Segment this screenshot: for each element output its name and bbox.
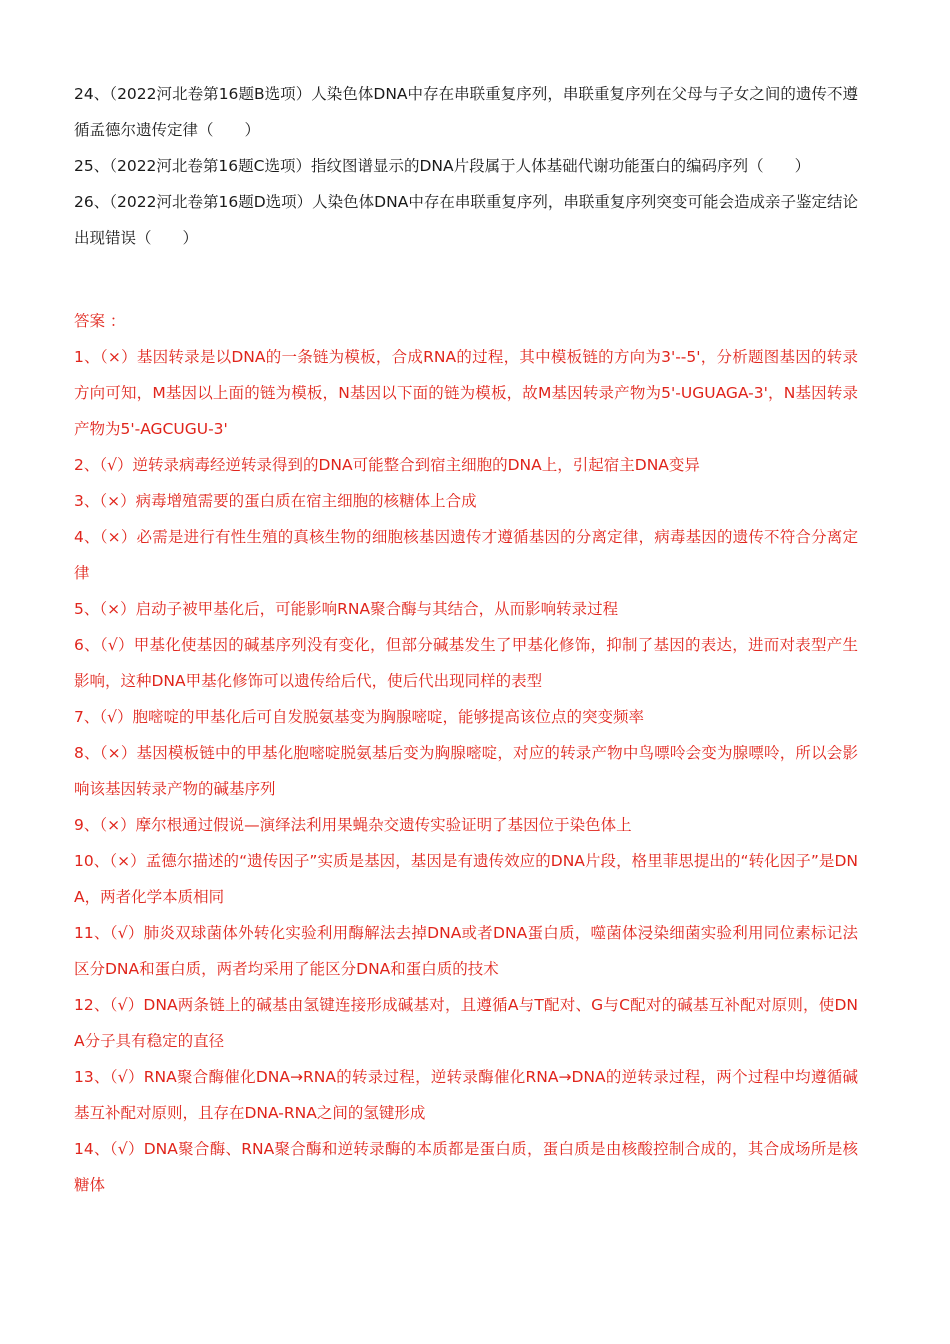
answer-item-1: 1、（×）基因转录是以DNA的一条链为模板，合成RNA的过程，其中模板链的方向为3'--5'，分析题图基因的转录方向可知，M基因以上面的链为模板，N基因以下面的链为模板，故M基因转录产物为5'-UGUAGA-3'，N基因转录产物为5'-AGCUGU-3' (74, 348, 858, 438)
question-item-26: 26、（2022河北卷第16题D选项）人染色体DNA中存在串联重复序列，串联重复序列突变可能会造成亲子鉴定结论出现错误（ ） (74, 193, 858, 247)
answer-item-3: 3、（×）病毒增殖需要的蛋白质在宿主细胞的核糖体上合成 (74, 492, 477, 510)
answer-item-4: 4、（×）必需是进行有性生殖的真核生物的细胞核基因遗传才遵循基因的分离定律，病毒基因的遗传不符合分离定律 (74, 528, 858, 582)
answer-item-7: 7、（√）胞嘧啶的甲基化后可自发脱氨基变为胸腺嘧啶，能够提高该位点的突变频率 (74, 708, 644, 726)
answer-item-6: 6、（√）甲基化使基因的碱基序列没有变化，但部分碱基发生了甲基化修饰，抑制了基因的表达，进而对表型产生影响，这种DNA甲基化修饰可以遗传给后代，使后代出现同样的表型 (74, 636, 858, 690)
answer-item-5: 5、（×）启动子被甲基化后，可能影响RNA聚合酶与其结合，从而影响转录过程 (74, 600, 619, 618)
answer-item-10: 10、（×）孟德尔描述的“遗传因子”实质是基因，基因是有遗传效应的DNA片段，格里菲思提出的“转化因子”是DNA，两者化学本质相同 (74, 852, 858, 906)
answer-item-13: 13、（√）RNA聚合酶催化DNA→RNA的转录过程，逆转录酶催化RNA→DNA的逆转录过程，两个过程中均遵循碱基互补配对原则，且存在DNA-RNA之间的氢键形成 (74, 1068, 858, 1122)
question-item-25: 25、（2022河北卷第16题C选项）指纹图谱显示的DNA片段属于人体基础代谢功能蛋白的编码序列（ ） (74, 157, 811, 175)
answer-item-14: 14、（√）DNA聚合酶、RNA聚合酶和逆转录酶的本质都是蛋白质，蛋白质是由核酸控制合成的，其合成场所是核糖体 (74, 1140, 858, 1194)
answers-heading: 答案 ： (74, 312, 126, 330)
answer-item-2: 2、（√）逆转录病毒经逆转录得到的DNA可能整合到宿主细胞的DNA上，引起宿主DNA变异 (74, 456, 700, 474)
answer-item-12: 12、（√）DNA两条链上的碱基由氢键连接形成碱基对，且遵循A与T配对、G与C配对的碱基互补配对原则，使DNA分子具有稳定的直径 (74, 996, 858, 1050)
question-item-24: 24、（2022河北卷第16题B选项）人染色体DNA中存在串联重复序列，串联重复序列在父母与子女之间的遗传不遵循孟德尔遗传定律（ ） (74, 85, 858, 139)
question-list (74, 76, 858, 256)
answer-list (74, 339, 858, 1203)
answer-item-9: 9、（×）摩尔根通过假说—演绎法利用果蝇杂交遗传实验证明了基因位于染色体上 (74, 816, 632, 834)
answer-item-8: 8、（×）基因模板链中的甲基化胞嘧啶脱氨基后变为胸腺嘧啶，对应的转录产物中鸟嘌呤会变为腺嘌呤，所以会影响该基因转录产物的碱基序列 (74, 744, 858, 798)
answer-item-11: 11、（√）肺炎双球菌体外转化实验利用酶解法去掉DNA或者DNA蛋白质，噬菌体浸染细菌实验利用同位素标记法区分DNA和蛋白质，两者均采用了能区分DNA和蛋白质的技术 (74, 924, 858, 978)
